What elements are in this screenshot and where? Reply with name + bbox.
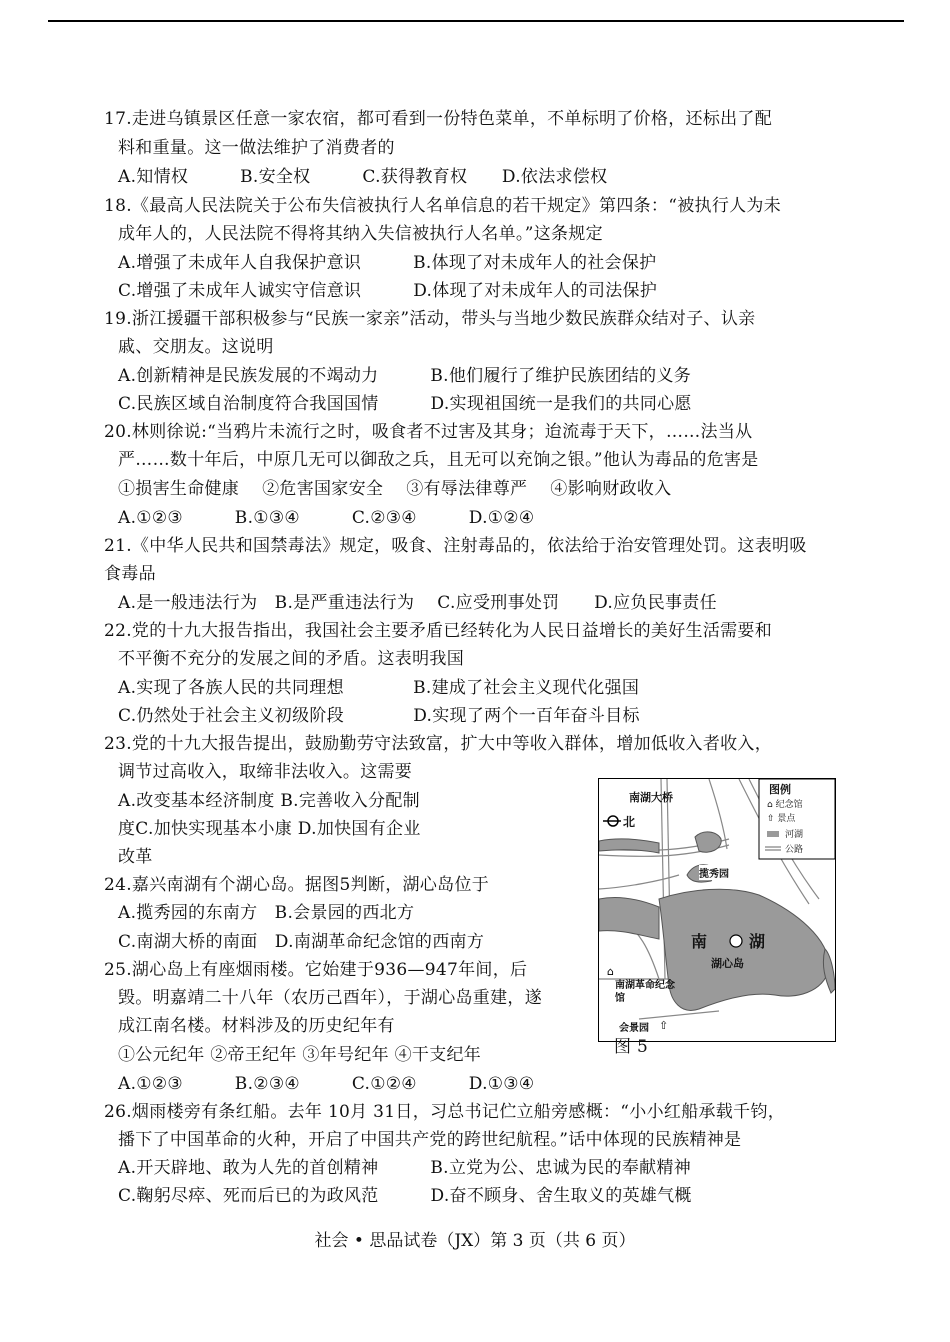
label-huxin-island: 湖心岛: [711, 957, 744, 970]
q19-options-cd: C.民族区域自治制度符合我国国情 D.实现祖国统一是我们的共同心愿: [118, 394, 692, 414]
label-nanhu-bridge: 南湖大桥: [629, 791, 673, 804]
q18-options-cd: C.增强了未成年人诚实守信意识 D.体现了对未成年人的司法保护: [118, 281, 658, 301]
q24-stem: 24.嘉兴南湖有个湖心岛。据图5判断，湖心岛位于: [104, 875, 490, 895]
q20-stem-line1: 20.林则徐说:“当鸦片未流行之时，吸食者不过害及其身；迨流毒于天下，……法当从: [104, 422, 753, 442]
q22-options-cd: C.仍然处于社会主义初级阶段 D.实现了两个一百年奋斗目标: [118, 706, 640, 726]
legend-lake-swatch: [767, 831, 779, 837]
scenic-spot-icon: ⇧: [659, 1019, 669, 1032]
label-lake-hu: 湖: [749, 932, 766, 951]
q18-stem-line2: 成年人的，人民法院不得将其纳入失信被执行人名单。”这条规定: [118, 224, 603, 244]
legend-item-lake: 河湖: [785, 830, 804, 840]
q20-options: A.①②③ B.①③④ C.②③④ D.①②④: [118, 508, 535, 528]
q25-items: ①公元纪年 ②帝王纪年 ③年号纪年 ④干支纪年: [118, 1045, 482, 1065]
q23-options-line3: 改革: [118, 847, 153, 867]
q21-stem-line2: 食毒品: [104, 564, 156, 584]
q23-options-line2: 度C.加快实现基本小康 D.加快国有企业: [118, 819, 421, 839]
q22-stem-line2: 不平衡不充分的发展之间的矛盾。这表明我国: [118, 649, 464, 669]
q19-stem-line2: 戚、交朋友。这说明: [118, 337, 274, 357]
label-memorial: 南湖革命纪念馆: [615, 980, 675, 1004]
q23-stem-line2: 调节过高收入，取缔非法收入。这需要: [118, 762, 413, 782]
q23-stem-line1: 23.党的十九大报告提出，鼓励勤劳守法致富，扩大中等收入群体，增加低收入者收入，: [104, 734, 773, 754]
label-north: 北: [623, 815, 636, 829]
q25-options: A.①②③ B.②③④ C.①②④ D.①③④: [118, 1074, 535, 1094]
q21-options: A.是一般违法行为 B.是严重违法行为 C.应受刑事处罚 D.应负民事责任: [118, 593, 717, 613]
q25-stem-line2: 毁。明嘉靖二十八年（农历己酉年），于湖心岛重建，遂: [118, 988, 542, 1008]
top-rule: [48, 20, 904, 22]
q18-options-ab: A.增强了未成年人自我保护意识 B.体现了对未成年人的社会保护: [118, 253, 657, 273]
q26-options-ab: A.开天辟地、敢为人先的首创精神 B.立党为公、忠诚为民的奉献精神: [118, 1158, 692, 1178]
label-lake-nan: 南: [691, 932, 708, 951]
q23-options-line1: A.改变基本经济制度 B.完善收入分配制: [118, 791, 420, 811]
q20-items: ①损害生命健康 ②危害国家安全 ③有辱法律尊严 ④影响财政收入: [118, 479, 672, 499]
q26-stem-line2: 播下了中国革命的火种，开启了中国共产党的跨世纪航程。”话中体现的民族精神是: [118, 1130, 742, 1150]
q26-stem-line1: 26.烟雨楼旁有条红船。去年 10月 31日，习总书记伫立船旁感概：“小小红船承载千钧，: [104, 1102, 785, 1122]
q17-stem-line1: 17.走进乌镇景区任意一家农宿，都可看到一份特色菜单，不单标明了价格，还标出了配: [104, 109, 773, 129]
legend-item-road: 公路: [785, 845, 804, 855]
legend-item-memorial: ⌂ 纪念馆: [767, 800, 803, 810]
q25-stem-line3: 成江南名楼。材料涉及的历史纪年有: [118, 1016, 395, 1036]
q19-stem-line1: 19.浙江援疆干部积极参与“民族一家亲”活动，带头与当地少数民族群众结对子、认亲: [104, 309, 756, 329]
q19-options-ab: A.创新精神是民族发展的不竭动力 B.他们履行了维护民族团结的义务: [118, 366, 692, 386]
figure-caption: 图 5: [614, 1037, 649, 1057]
island-marker: [730, 935, 742, 947]
q17-options: A.知情权 B.安全权 C.获得教育权 D.依法求偿权: [118, 167, 608, 187]
q25-stem-line1: 25.湖心岛上有座烟雨楼。它始建于936—947年间，后: [104, 960, 528, 980]
label-lanxiu-garden: 揽秀园: [699, 865, 729, 880]
q20-stem-line2: 严……数十年后，中原几无可以御敌之兵，且无可以充饷之银。”他认为毒品的危害是: [118, 450, 759, 470]
page-footer: 社会 • 思品试卷（JX）第 3 页（共 6 页）: [314, 1231, 636, 1251]
memorial-icon: ⌂: [607, 965, 614, 978]
q22-options-ab: A.实现了各族人民的共同理想 B.建成了社会主义现代化强国: [118, 678, 640, 698]
q22-stem-line1: 22.党的十九大报告指出，我国社会主要矛盾已经转化为人民日益增长的美好生活需要和: [104, 621, 773, 641]
q26-options-cd: C.鞠躬尽瘁、死而后已的为政风范 D.奋不顾身、舍生取义的英雄气概: [118, 1186, 692, 1206]
legend-item-scenic: ⇧ 景点: [767, 814, 796, 824]
label-huijing-garden: 会景园: [619, 1023, 649, 1034]
q21-stem-line1: 21.《中华人民共和国禁毒法》规定，吸食、注射毒品的，依法给于治安管理处罚。这表明吸: [104, 536, 807, 556]
q18-stem-line1: 18.《最高人民法院关于公布失信被执行人名单信息的若干规定》第四条：“被执行人为未: [104, 196, 782, 216]
legend-title: 图例: [769, 783, 791, 796]
q17-stem-line2: 料和重量。这一做法维护了消费者的: [118, 138, 395, 158]
nanhu-map-figure: [598, 778, 836, 1042]
q24-options-ab: A.揽秀园的东南方 B.会景园的西北方: [118, 903, 415, 923]
q24-options-cd: C.南湖大桥的南面 D.南湖革命纪念馆的西南方: [118, 932, 485, 952]
